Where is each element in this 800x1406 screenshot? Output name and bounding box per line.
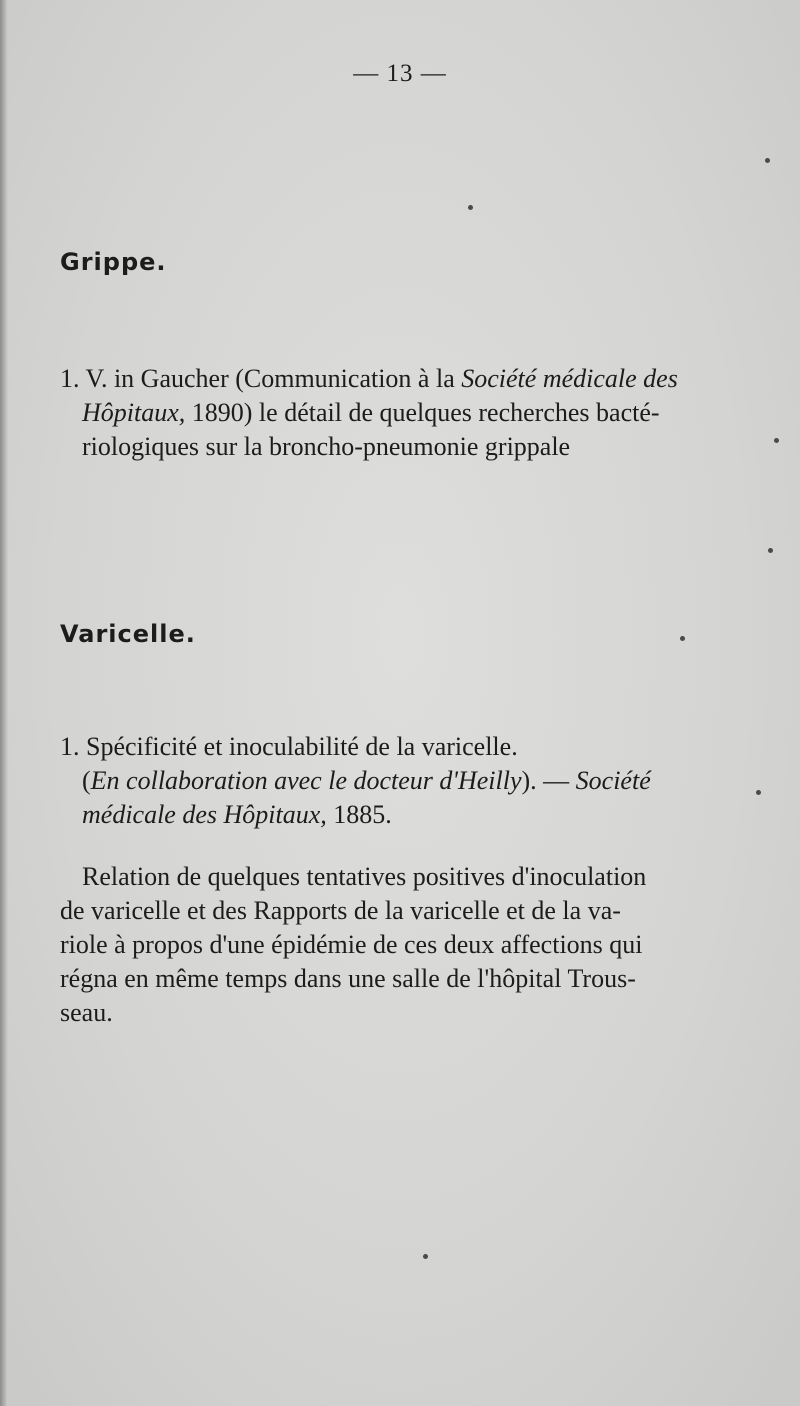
bibliography-entry-grippe-1 [60,362,760,464]
entry-text: 1890) le détail de quelques recherches bacté- [185,398,660,427]
entry-description-paragraph [60,860,750,1030]
scan-speck [680,636,685,641]
entry-text: ). — [521,766,576,795]
scan-speck [768,548,773,553]
entry-text: 1885. [326,800,392,829]
scan-speck [468,205,473,210]
entry-line [60,798,760,832]
entry-line [60,396,760,430]
entry-line [60,764,760,798]
page-edge-shadow [0,0,8,1406]
paragraph-line: seau. [60,998,113,1027]
paragraph-line: régna en même temps dans une salle de l'hôpital Trous- [60,964,636,993]
scan-speck [765,158,770,163]
entry-line [60,362,760,396]
section-heading-grippe: Grippe. [60,248,167,276]
entry-text: ( [82,766,91,795]
paragraph-line: riole à propos d'une épidémie de ces deux affections qui [60,930,643,959]
paragraph-line: Relation de quelques tentatives positives d'inoculation [82,862,647,891]
collaboration-note: En collaboration avec le docteur d'Heilly [90,766,522,795]
page-number: — 13 — [353,60,447,87]
entry-line [60,730,760,764]
scan-speck [756,790,761,795]
paragraph-line: de varicelle et des Rapports de la varicelle et de la va- [60,896,621,925]
journal-title: Société médicale des [461,364,678,393]
section-heading-varicelle: Varicelle. [60,620,196,648]
scan-speck [423,1254,428,1259]
entry-text: 1. V. in Gaucher (Communication à la [60,364,462,393]
entry-text: riologiques sur la broncho-pneumonie grippale [82,432,571,461]
journal-title: médicale des Hôpitaux, [82,800,327,829]
entry-text: 1. Spécificité et inoculabilité de la varicelle. [60,732,518,761]
journal-title: Société [575,766,651,795]
entry-line [60,430,760,464]
bibliography-entry-varicelle-1 [60,730,760,832]
scan-speck [774,438,779,443]
journal-title: Hôpitaux, [82,398,186,427]
